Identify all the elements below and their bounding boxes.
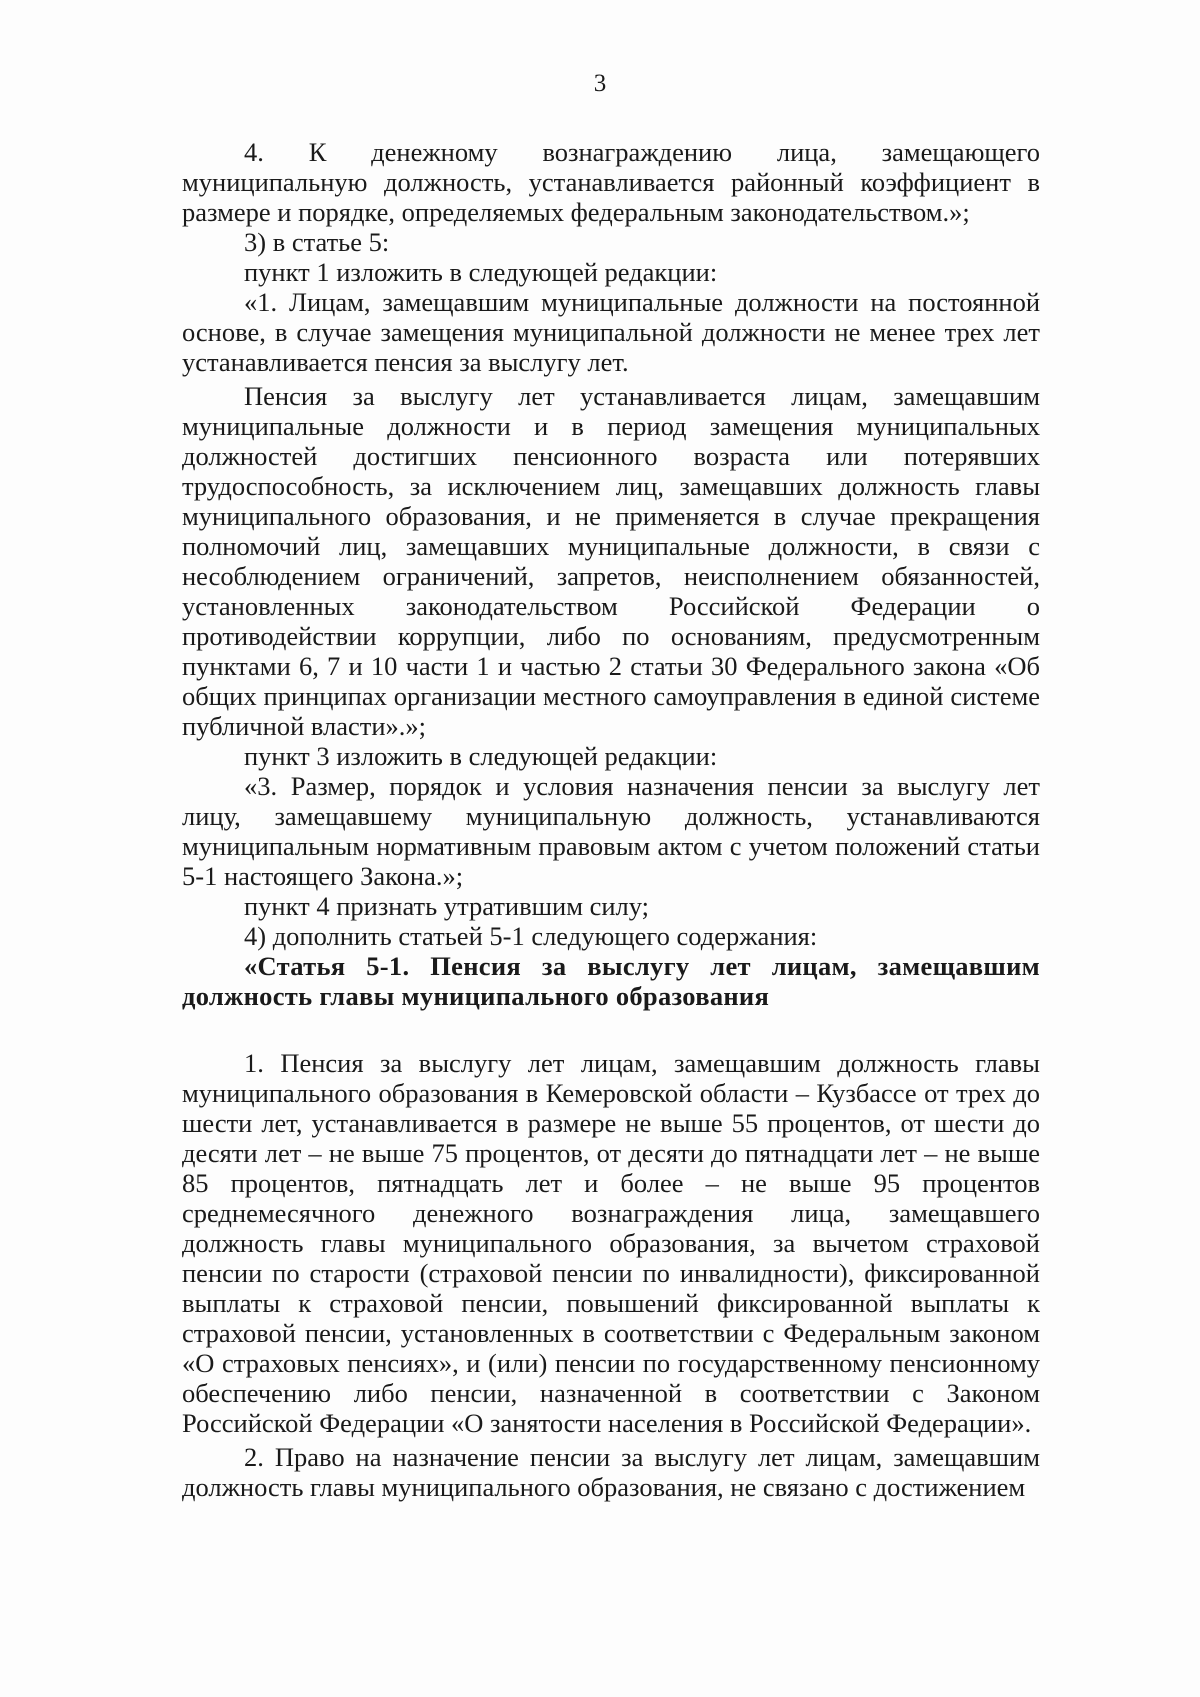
document-body bbox=[182, 137, 1040, 1502]
paragraph-item-4-remuneration: 4. К денежному вознаграждению лица, замещающего муниципальную должность, устанавливается районный коэффициент в размере и порядке, определяемых федеральным законодательством.»; bbox=[182, 137, 1040, 227]
paragraph-amend-point-3: пункт 3 изложить в следующей редакции: bbox=[244, 741, 718, 771]
paragraph-amend-point-1: пункт 1 изложить в следующей редакции: bbox=[244, 257, 718, 287]
paragraph-point-1-text: «1. Лицам, замещавшим муниципальные должности на постоянной основе, в случае замещения муниципальной должности не менее трех лет устанавливается пенсия за выслугу лет. bbox=[182, 287, 1040, 377]
page-number: 3 bbox=[593, 70, 607, 97]
paragraph-amend-article-5: 3) в статье 5: bbox=[244, 227, 390, 257]
paragraph-pension-conditions: Пенсия за выслугу лет устанавливается лицам, замещавшим муниципальные должности и в период замещения муниципальных должностей достигших пенсионного возраста или потерявших трудоспособность, за исключением лиц, замещавших должность главы муниципального образования, и не применяется в случае прекращения полномочий лиц, замещавших муниципальные должности, в связи с несоблюдением ограничений, запретов, неисполнением обязанностей, установленных законодательством Российской Федерации о противодействии коррупции, либо по основаниям, предусмотренным пунктами 6, 7 и 10 части 1 и частью 2 статьи 30 Федерального закона «Об общих принципах организации местного самоуправления в единой системе публичной власти».»; bbox=[182, 381, 1040, 741]
article-5-1-heading: «Статья 5-1. Пенсия за выслугу лет лицам, замещавшим должность главы муниципального образования bbox=[182, 951, 1040, 1011]
article-5-1-paragraph-2: 2. Право на назначение пенсии за выслугу лет лицам, замещавшим должность главы муниципального образования, не связано с достижением bbox=[182, 1442, 1040, 1502]
article-5-1-paragraph-1: 1. Пенсия за выслугу лет лицам, замещавшим должность главы муниципального образования в Кемеровской области – Кузбассе от трех до шести лет, устанавливается в размере не выше 55 процентов, от шести до десяти лет – не выше 75 процентов, от десяти до пятнадцати лет – не выше 85 процентов, пятнадцать лет и более – не выше 95 процентов среднемесячного денежного вознаграждения лица, замещавшего должность главы муниципального образования, за вычетом страховой пенсии по старости (страховой пенсии по инвалидности), фиксированной выплаты к страховой пенсии, повышений фиксированной выплаты к страховой пенсии, установленных в соответствии с Федеральным законом «О страховых пенсиях», и (или) пенсии по государственному пенсионному обеспечению либо пенсии, назначенной в соответствии с Законом Российской Федерации «О занятости населения в Российской Федерации». bbox=[182, 1048, 1040, 1438]
paragraph-add-article-5-1: 4) дополнить статьей 5-1 следующего содержания: bbox=[244, 921, 818, 951]
paragraph-point-4-repeal: пункт 4 признать утратившим силу; bbox=[244, 891, 650, 921]
paragraph-point-3-text: «3. Размер, порядок и условия назначения пенсии за выслугу лет лицу, замещавшему муниципальную должность, устанавливаются муниципальным нормативным правовым актом с учетом положений статьи 5-1 настоящего Закона.»; bbox=[182, 771, 1040, 891]
